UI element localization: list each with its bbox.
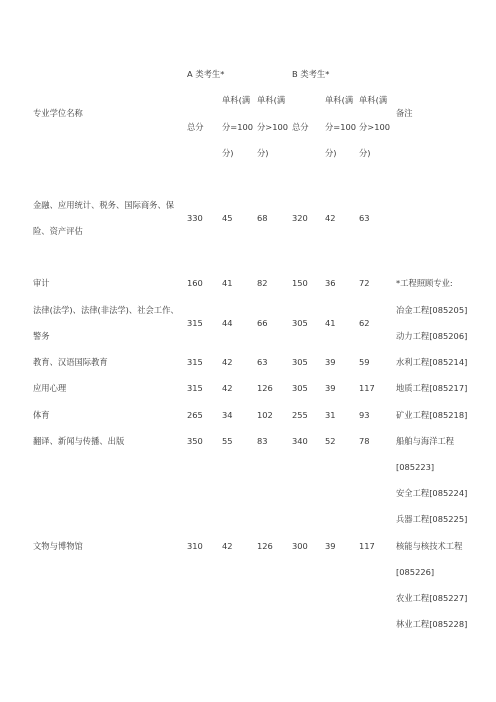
group-b-header: B 类考生* bbox=[292, 69, 330, 79]
row-a-single100: 42 bbox=[222, 383, 233, 393]
row-a-total: 350 bbox=[187, 436, 203, 446]
row-name-line1: 翻译、新闻与传播、出版 bbox=[33, 436, 125, 446]
row-a-total: 330 bbox=[187, 213, 203, 223]
b-singlegt100-header-3: 分) bbox=[359, 148, 371, 158]
row-a-single100: 55 bbox=[222, 436, 233, 446]
row-b-total: 150 bbox=[292, 278, 308, 288]
row-b-singlegt100: 63 bbox=[359, 213, 370, 223]
row-b-singlegt100: 117 bbox=[359, 383, 375, 393]
row-b-single100: 42 bbox=[325, 213, 336, 223]
row-b-singlegt100: 59 bbox=[359, 357, 370, 367]
row-b-total: 320 bbox=[292, 213, 308, 223]
row-a-total: 310 bbox=[187, 541, 203, 551]
row-a-single100: 34 bbox=[222, 410, 233, 420]
row-b-total: 340 bbox=[292, 436, 308, 446]
row-a-total: 265 bbox=[187, 410, 203, 420]
row-a-total: 315 bbox=[187, 383, 203, 393]
row-b-single100: 52 bbox=[325, 436, 336, 446]
major-name-header: 专业学位名称 bbox=[33, 108, 83, 118]
note-line: 兵器工程[085225] bbox=[396, 514, 468, 524]
note-line: 农业工程[085227] bbox=[396, 593, 468, 603]
row-a-singlegt100: 63 bbox=[257, 357, 268, 367]
a-singlegt100-header-3: 分) bbox=[257, 148, 269, 158]
row-a-singlegt100: 83 bbox=[257, 436, 268, 446]
b-singlegt100-header-2: 分>100 bbox=[359, 122, 391, 132]
row-b-single100: 39 bbox=[325, 383, 336, 393]
row-b-total: 305 bbox=[292, 318, 308, 328]
row-a-singlegt100: 82 bbox=[257, 278, 268, 288]
b-singlegt100-header-1: 单科(满 bbox=[359, 95, 388, 105]
a-singlegt100-header-1: 单科(满 bbox=[257, 95, 286, 105]
row-b-single100: 39 bbox=[325, 357, 336, 367]
a-single100-header-2: 分=100 bbox=[222, 122, 254, 132]
row-a-single100: 45 bbox=[222, 213, 233, 223]
row-name-line1: 教育、汉语国际教育 bbox=[33, 357, 108, 367]
row-name-line2: 警务 bbox=[33, 331, 50, 341]
row-name-line1: 体育 bbox=[33, 410, 50, 420]
row-b-single100: 31 bbox=[325, 410, 336, 420]
row-name-line1: 金融、应用统计、税务、国际商务、保 bbox=[33, 200, 175, 210]
a-single100-header-3: 分) bbox=[222, 148, 234, 158]
note-line: 林业工程[085228] bbox=[396, 619, 468, 629]
b-single100-header-1: 单科(满 bbox=[325, 95, 354, 105]
row-a-total: 160 bbox=[187, 278, 203, 288]
note-line: 地质工程[085217] bbox=[396, 383, 468, 393]
row-b-total: 305 bbox=[292, 357, 308, 367]
row-name-line1: 法律(法学)、法律(非法学)、社会工作、 bbox=[33, 305, 179, 315]
row-a-single100: 42 bbox=[222, 541, 233, 551]
row-b-single100: 39 bbox=[325, 541, 336, 551]
note-header: 备注 bbox=[396, 108, 413, 118]
note-line: [085223] bbox=[396, 462, 435, 472]
row-name-line1: 审计 bbox=[33, 278, 50, 288]
row-a-singlegt100: 126 bbox=[257, 383, 273, 393]
row-a-singlegt100: 66 bbox=[257, 318, 268, 328]
b-total-header: 总分 bbox=[292, 122, 309, 132]
row-b-total: 255 bbox=[292, 410, 308, 420]
row-a-single100: 41 bbox=[222, 278, 233, 288]
a-singlegt100-header-2: 分>100 bbox=[257, 122, 289, 132]
row-name-line1: 应用心理 bbox=[33, 383, 67, 393]
row-a-single100: 44 bbox=[222, 318, 233, 328]
note-line: *工程照顾专业: bbox=[396, 278, 453, 288]
row-a-single100: 42 bbox=[222, 357, 233, 367]
row-name-line1: 文物与博物馆 bbox=[33, 541, 83, 551]
row-b-singlegt100: 62 bbox=[359, 318, 370, 328]
row-name-line2: 险、资产评估 bbox=[33, 226, 83, 236]
row-b-singlegt100: 72 bbox=[359, 278, 370, 288]
row-b-single100: 36 bbox=[325, 278, 336, 288]
row-a-singlegt100: 68 bbox=[257, 213, 268, 223]
row-a-singlegt100: 126 bbox=[257, 541, 273, 551]
note-line: 冶金工程[085205] bbox=[396, 305, 468, 315]
note-line: 动力工程[085206] bbox=[396, 331, 468, 341]
row-b-total: 305 bbox=[292, 383, 308, 393]
row-a-total: 315 bbox=[187, 318, 203, 328]
row-b-singlegt100: 117 bbox=[359, 541, 375, 551]
a-single100-header-1: 单科(满 bbox=[222, 95, 251, 105]
row-a-total: 315 bbox=[187, 357, 203, 367]
row-b-singlegt100: 78 bbox=[359, 436, 370, 446]
b-single100-header-3: 分) bbox=[325, 148, 337, 158]
row-a-singlegt100: 102 bbox=[257, 410, 273, 420]
row-b-single100: 41 bbox=[325, 318, 336, 328]
note-line: 船舶与海洋工程 bbox=[396, 436, 455, 446]
b-single100-header-2: 分=100 bbox=[325, 122, 357, 132]
row-b-total: 300 bbox=[292, 541, 308, 551]
row-b-singlegt100: 93 bbox=[359, 410, 370, 420]
note-line: 水利工程[085214] bbox=[396, 357, 468, 367]
a-total-header: 总分 bbox=[187, 122, 204, 132]
note-line: 安全工程[085224] bbox=[396, 488, 468, 498]
note-line: 矿业工程[085218] bbox=[396, 410, 468, 420]
note-line: [085226] bbox=[396, 567, 435, 577]
group-a-header: A 类考生* bbox=[187, 69, 225, 79]
note-line: 核能与核技术工程 bbox=[396, 541, 463, 551]
